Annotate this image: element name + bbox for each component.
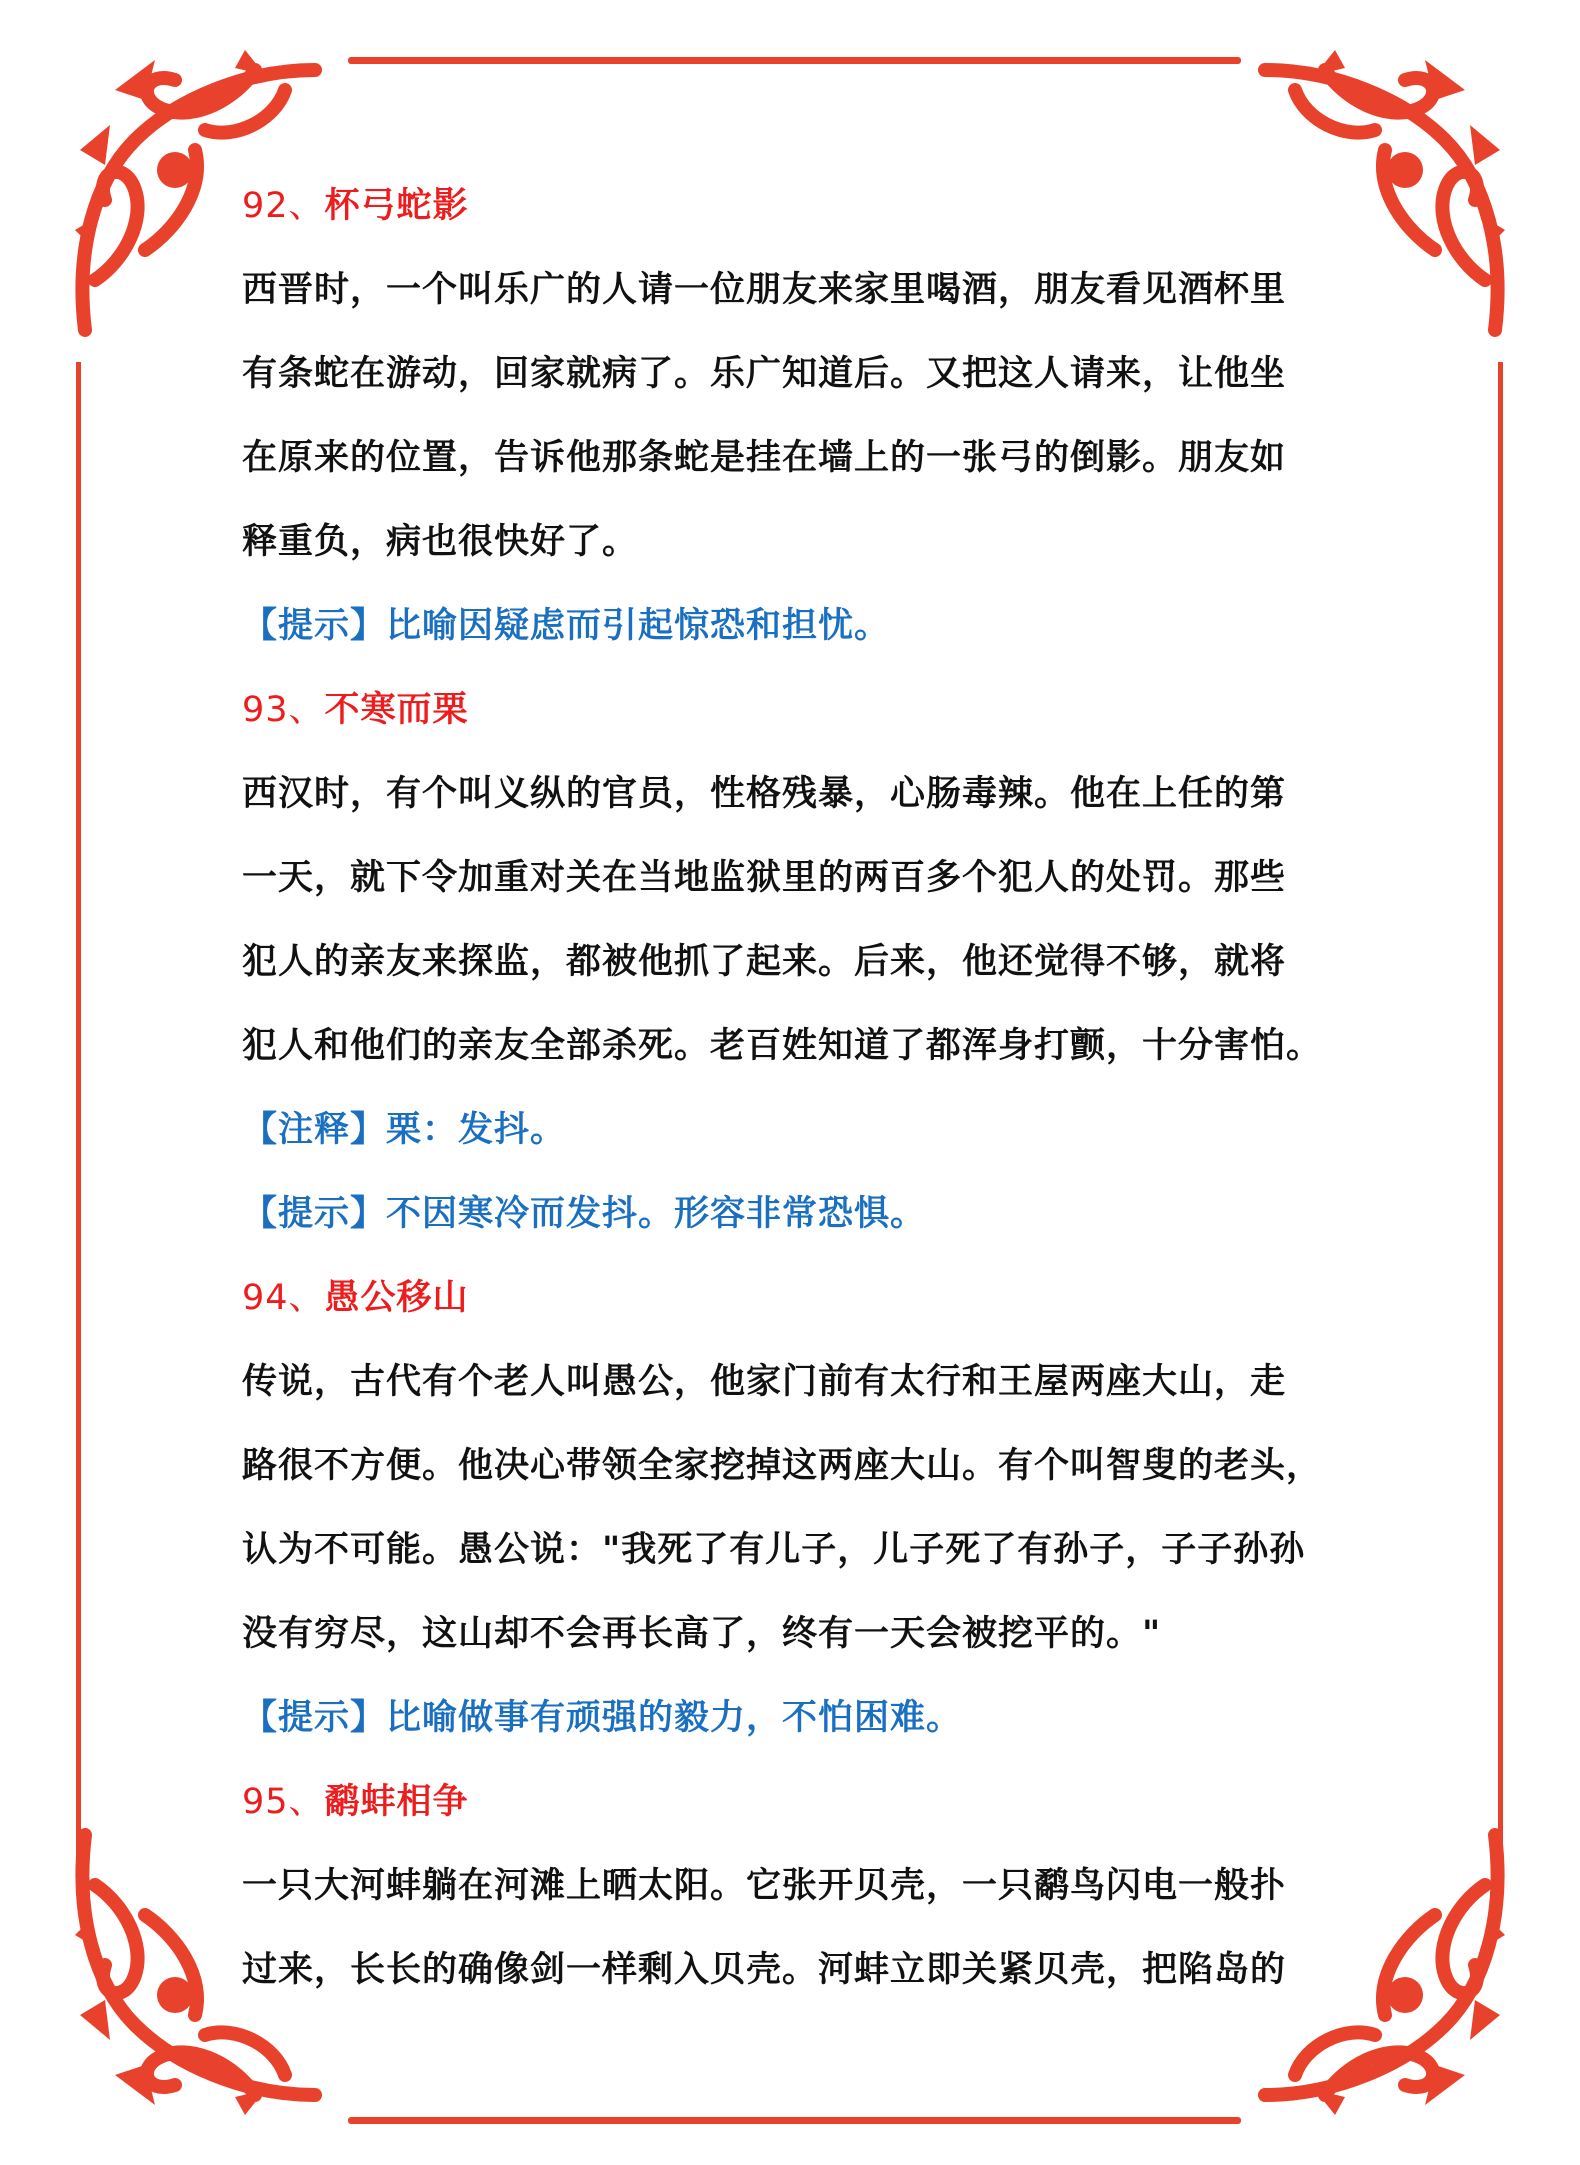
- idiom-entry-95: [242, 1772, 1362, 2024]
- entry-number: 93、: [242, 690, 325, 730]
- story-line: 一只大河蚌躺在河滩上晒太阳。它张开贝壳，一只鹬鸟闪电一般扑: [242, 1866, 1287, 1906]
- hint-line: 【提示】比喻因疑虑而引起惊恐和担忧。: [242, 606, 891, 646]
- hint-line: 【提示】比喻做事有顽强的毅力，不怕困难。: [242, 1698, 963, 1738]
- entry-title: 愚公移山: [324, 1278, 469, 1318]
- entry-number: 95、: [242, 1782, 325, 1822]
- idiom-entry-92: [242, 176, 1362, 680]
- story-line: 在原来的位置，告诉他那条蛇是挂在墙上的一张弓的倒影。朋友如: [242, 438, 1287, 478]
- idiom-story-list: [242, 176, 1362, 2024]
- story-line: 认为不可能。愚公说："我死了有儿子，儿子死了有孙子，子子孙孙: [242, 1530, 1306, 1570]
- story-line: 西晋时，一个叫乐广的人请一位朋友来家里喝酒，朋友看见酒杯里: [242, 270, 1287, 310]
- entry-heading: [242, 680, 1362, 764]
- entry-number: 94、: [242, 1278, 325, 1318]
- idiom-entry-94: [242, 1268, 1362, 1772]
- hint-line: 【提示】不因寒冷而发抖。形容非常恐惧。: [242, 1194, 927, 1234]
- entry-number: 92、: [242, 186, 325, 226]
- entry-heading: [242, 176, 1362, 260]
- idiom-entry-93: [242, 680, 1362, 1268]
- story-line: 路很不方便。他决心带领全家挖掉这两座大山。有个叫智叟的老头，: [242, 1446, 1323, 1486]
- entry-title: 鹬蚌相争: [324, 1782, 469, 1822]
- top-border-line: [348, 57, 1241, 64]
- bottom-border-line: [348, 2117, 1241, 2124]
- story-line: 有条蛇在游动，回家就病了。乐广知道后。又把这人请来，让他坐: [242, 354, 1287, 394]
- story-line: 一天，就下令加重对关在当地监狱里的两百多个犯人的处罚。那些: [242, 858, 1287, 898]
- story-line: 犯人和他们的亲友全部杀死。老百姓知道了都浑身打颤，十分害怕。: [242, 1026, 1323, 1066]
- entry-title: 不寒而栗: [324, 690, 469, 730]
- entry-title: 杯弓蛇影: [324, 186, 469, 226]
- annotation-line: 【注释】栗：发抖。: [242, 1110, 567, 1150]
- story-line: 没有穷尽，这山却不会再长高了，终有一天会被挖平的。": [242, 1614, 1162, 1654]
- story-line: 释重负，病也很快好了。: [242, 522, 639, 562]
- entry-heading: [242, 1268, 1362, 1352]
- entry-heading: [242, 1772, 1362, 1856]
- story-line: 西汉时，有个叫义纵的官员，性格残暴，心肠毒辣。他在上任的第: [242, 774, 1287, 814]
- right-border-line: [1498, 362, 1503, 1862]
- story-line: 传说，古代有个老人叫愚公，他家门前有太行和王屋两座大山，走: [242, 1362, 1287, 1402]
- left-border-line: [76, 362, 81, 1862]
- story-line: 过来，长长的确像剑一样剩入贝壳。河蚌立即关紧贝壳，把陷岛的: [242, 1950, 1287, 1990]
- story-line: 犯人的亲友来探监，都被他抓了起来。后来，他还觉得不够，就将: [242, 942, 1287, 982]
